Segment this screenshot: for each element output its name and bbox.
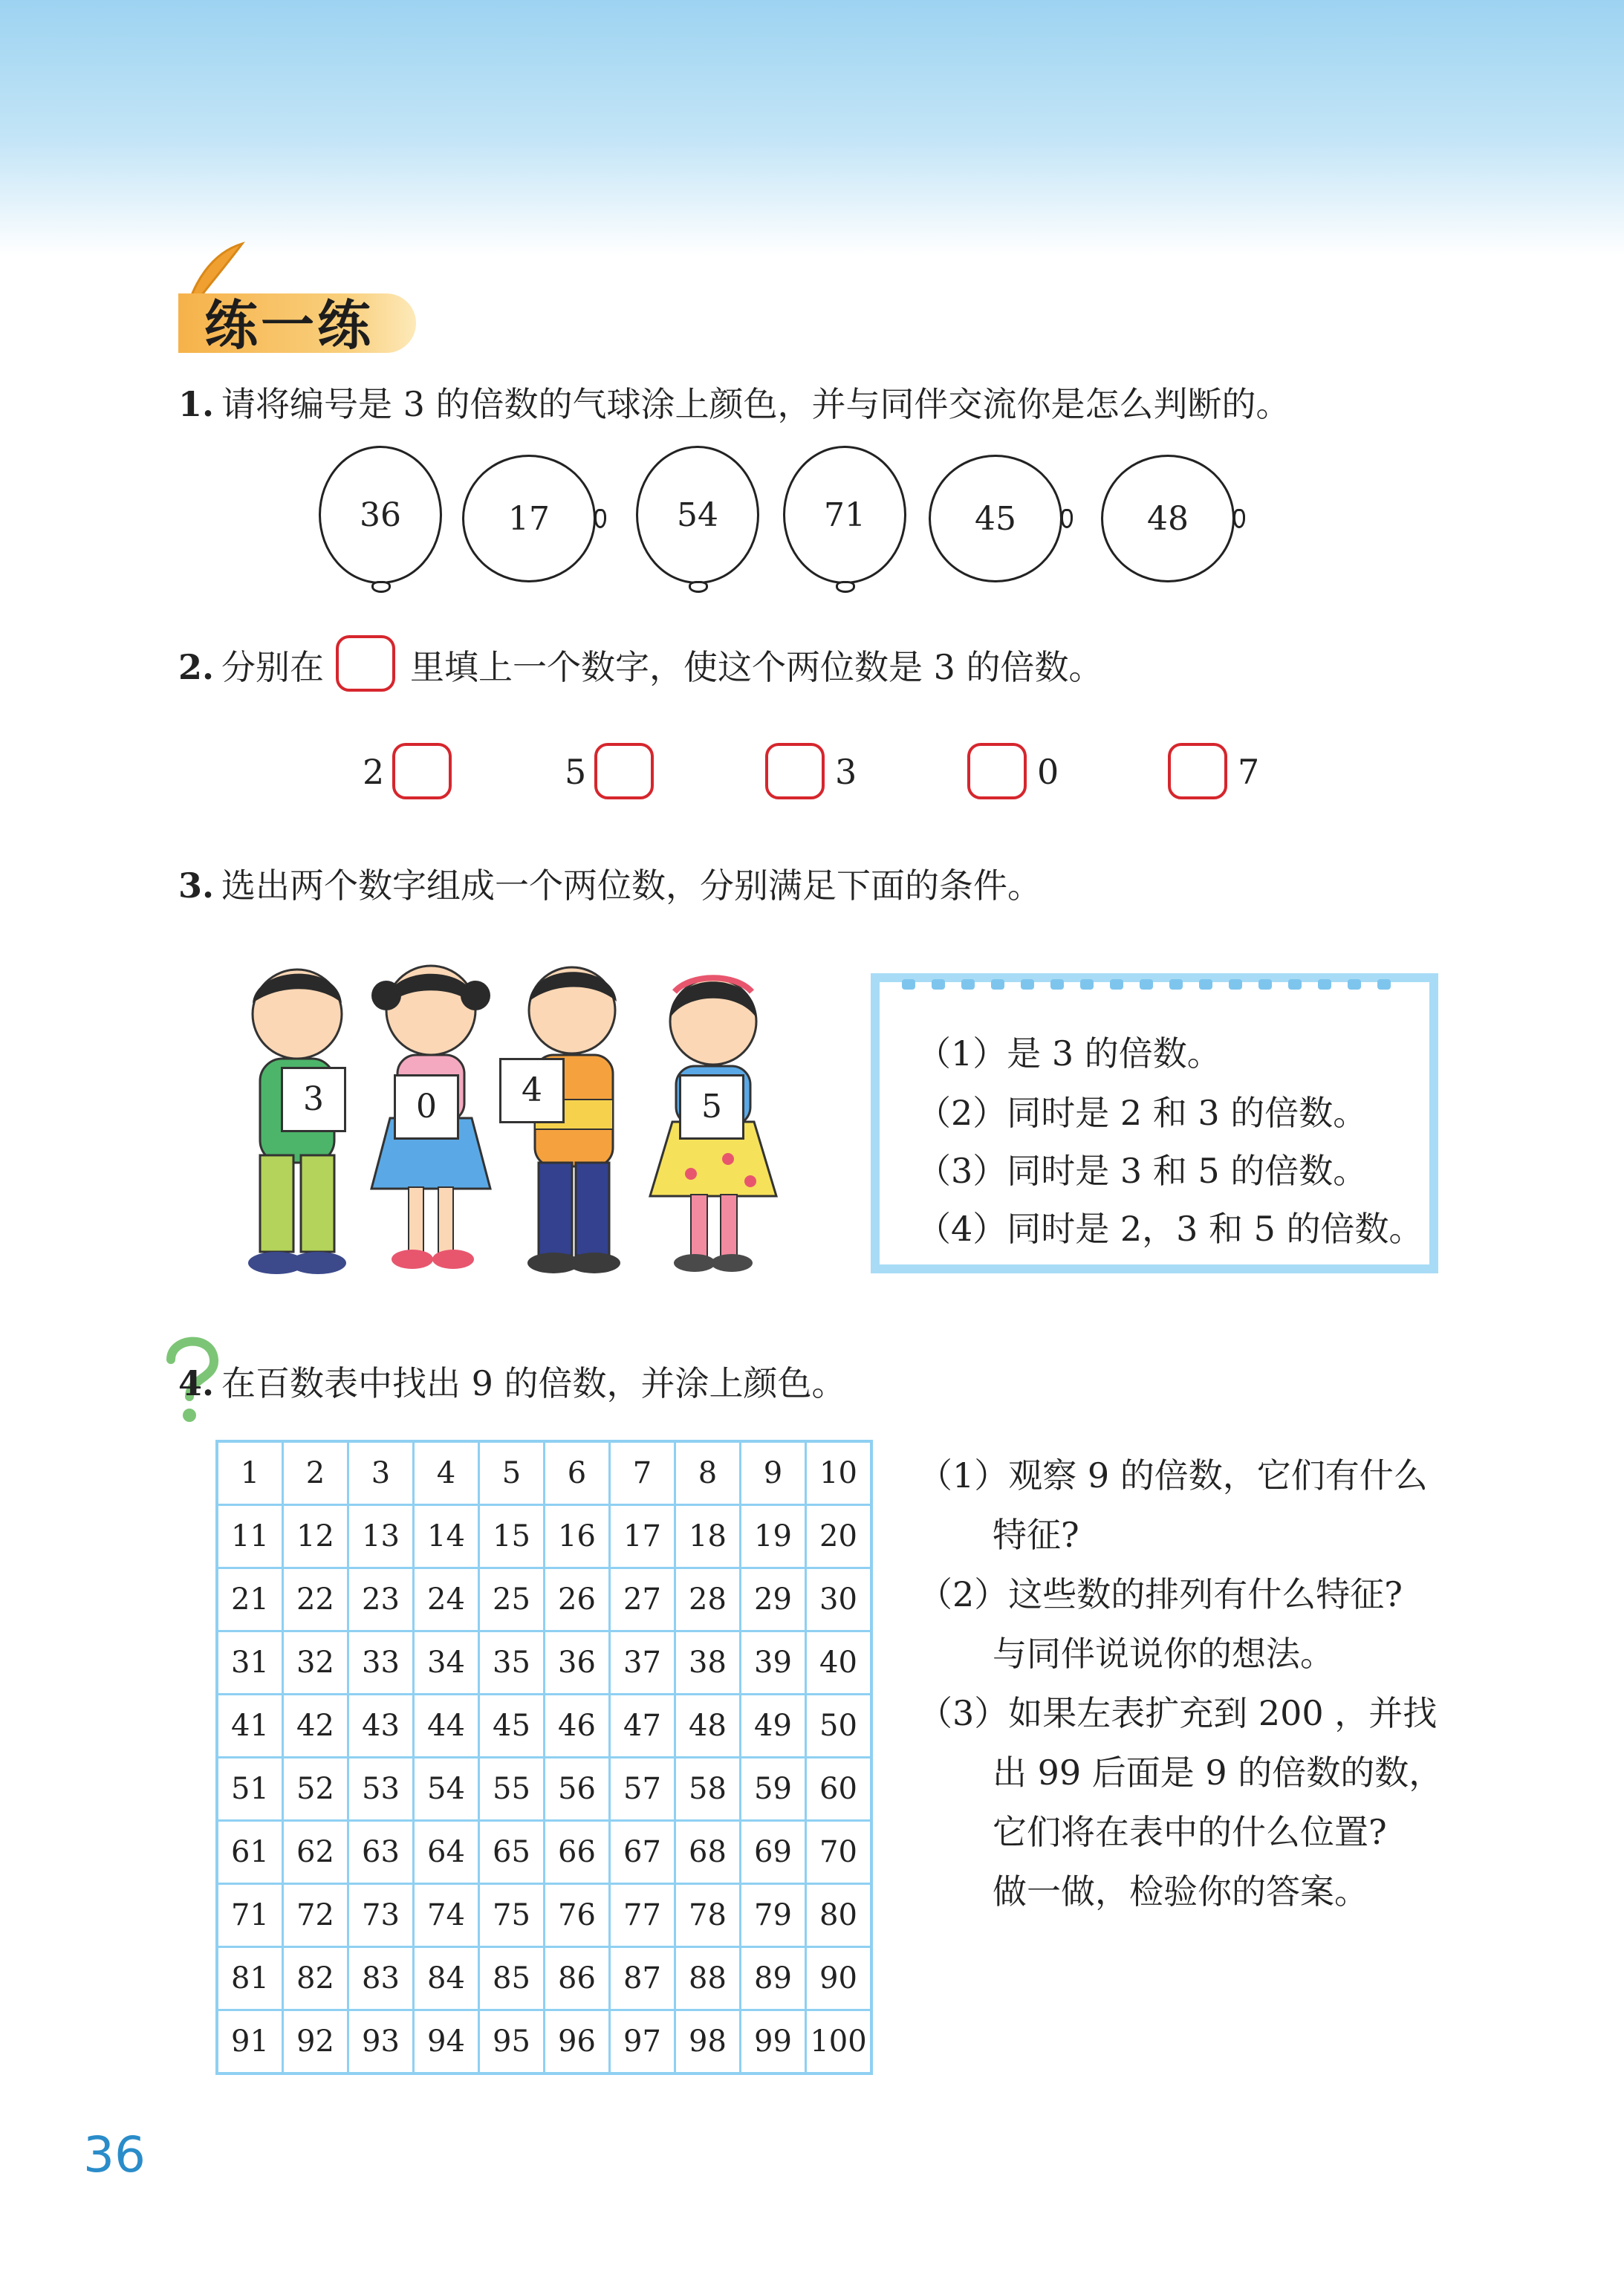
table-cell[interactable]: 69 bbox=[741, 1821, 806, 1884]
table-cell[interactable]: 14 bbox=[414, 1505, 479, 1568]
table-cell[interactable]: 7 bbox=[610, 1441, 675, 1505]
prompt-line: 特征? bbox=[993, 1515, 1079, 1555]
balloon-number: 48 bbox=[1147, 500, 1189, 538]
table-cell[interactable]: 99 bbox=[741, 2010, 806, 2074]
number-card: 4 bbox=[499, 1058, 565, 1123]
table-cell[interactable]: 61 bbox=[217, 1821, 283, 1884]
table-cell[interactable]: 70 bbox=[806, 1821, 872, 1884]
table-cell[interactable]: 60 bbox=[806, 1758, 872, 1821]
table-cell[interactable]: 91 bbox=[217, 2010, 283, 2074]
balloon[interactable] bbox=[929, 455, 1062, 582]
table-cell[interactable]: 31 bbox=[217, 1631, 283, 1695]
answer-box[interactable] bbox=[1168, 743, 1227, 799]
table-cell[interactable]: 22 bbox=[283, 1568, 348, 1631]
table-cell[interactable]: 87 bbox=[610, 1947, 675, 2010]
question-3 bbox=[178, 859, 1042, 908]
question-3-number: 3. bbox=[178, 866, 215, 906]
question-1-number: 1. bbox=[178, 384, 215, 424]
table-cell[interactable]: 100 bbox=[806, 2010, 872, 2074]
table-cell[interactable]: 98 bbox=[675, 2010, 741, 2074]
table-cell[interactable]: 5 bbox=[479, 1441, 545, 1505]
condition-4: （4）同时是 2，3 和 5 的倍数。 bbox=[917, 1209, 1423, 1249]
balloon-number: 17 bbox=[508, 500, 550, 538]
sample-answer-box bbox=[336, 635, 395, 692]
table-cell[interactable]: 13 bbox=[348, 1505, 414, 1568]
condition-3: （3）同时是 3 和 5 的倍数。 bbox=[917, 1151, 1368, 1191]
balloon-number: 71 bbox=[824, 496, 865, 534]
balloon-number: 54 bbox=[677, 496, 718, 534]
table-cell[interactable]: 78 bbox=[675, 1884, 741, 1947]
prompt-line: 出 99 后面是 9 的倍数的数， bbox=[993, 1753, 1443, 1793]
table-cell[interactable]: 73 bbox=[348, 1884, 414, 1947]
table-cell[interactable]: 90 bbox=[806, 1947, 872, 2010]
balloon-knot bbox=[689, 581, 708, 593]
table-cell[interactable]: 44 bbox=[414, 1695, 479, 1758]
question-3-text: 选出两个数字组成一个两位数，分别满足下面的条件。 bbox=[221, 866, 1042, 906]
question-2-text-before: 分别在 bbox=[221, 647, 325, 687]
table-cell[interactable]: 47 bbox=[610, 1695, 675, 1758]
table-cell[interactable]: 72 bbox=[283, 1884, 348, 1947]
number-card: 3 bbox=[281, 1067, 346, 1132]
table-cell[interactable]: 23 bbox=[348, 1568, 414, 1631]
table-cell[interactable]: 67 bbox=[610, 1821, 675, 1884]
prompt-line: 与同伴说说你的想法。 bbox=[993, 1634, 1334, 1674]
table-cell[interactable]: 29 bbox=[741, 1568, 806, 1631]
table-cell[interactable]: 92 bbox=[283, 2010, 348, 2074]
balloon-knot bbox=[1233, 509, 1245, 528]
question-2-number: 2. bbox=[178, 647, 215, 687]
question-1 bbox=[178, 377, 1290, 426]
table-cell[interactable]: 43 bbox=[348, 1695, 414, 1758]
table-cell[interactable]: 58 bbox=[675, 1758, 741, 1821]
table-cell[interactable]: 74 bbox=[414, 1884, 479, 1947]
table-cell[interactable]: 30 bbox=[806, 1568, 872, 1631]
table-cell[interactable]: 12 bbox=[283, 1505, 348, 1568]
balloon[interactable] bbox=[636, 446, 759, 584]
question-4-number: 4. bbox=[178, 1363, 215, 1403]
table-cell[interactable]: 94 bbox=[414, 2010, 479, 2074]
table-cell[interactable]: 24 bbox=[414, 1568, 479, 1631]
table-cell[interactable]: 36 bbox=[545, 1631, 610, 1695]
fill-digit: 2 bbox=[363, 752, 385, 792]
table-cell[interactable]: 68 bbox=[675, 1821, 741, 1884]
table-cell[interactable]: 77 bbox=[610, 1884, 675, 1947]
prompt-line: （3）如果左表扩充到 200 ，并找 bbox=[918, 1693, 1438, 1733]
table-cell[interactable]: 16 bbox=[545, 1505, 610, 1568]
page-number: 36 bbox=[83, 2126, 146, 2183]
table-cell[interactable]: 32 bbox=[283, 1631, 348, 1695]
table-row bbox=[217, 1505, 871, 1568]
table-cell[interactable]: 55 bbox=[479, 1758, 545, 1821]
table-row bbox=[217, 1884, 871, 1947]
table-cell[interactable]: 6 bbox=[545, 1441, 610, 1505]
table-cell[interactable]: 56 bbox=[545, 1758, 610, 1821]
fill-digit: 7 bbox=[1238, 752, 1260, 792]
table-cell[interactable]: 46 bbox=[545, 1695, 610, 1758]
table-cell[interactable]: 84 bbox=[414, 1947, 479, 2010]
fill-digit: 0 bbox=[1037, 752, 1059, 792]
balloon-knot bbox=[836, 581, 855, 593]
conditions-note bbox=[871, 973, 1438, 1273]
answer-box[interactable] bbox=[765, 743, 825, 799]
table-cell[interactable]: 45 bbox=[479, 1695, 545, 1758]
table-cell[interactable]: 8 bbox=[675, 1441, 741, 1505]
table-row bbox=[217, 2010, 871, 2074]
section-title: 练一练 bbox=[204, 294, 374, 357]
table-cell[interactable]: 18 bbox=[675, 1505, 741, 1568]
table-cell[interactable]: 50 bbox=[806, 1695, 872, 1758]
table-cell[interactable]: 76 bbox=[545, 1884, 610, 1947]
table-cell[interactable]: 95 bbox=[479, 2010, 545, 2074]
top-gradient-band bbox=[0, 0, 1624, 256]
table-cell[interactable]: 15 bbox=[479, 1505, 545, 1568]
table-cell[interactable]: 37 bbox=[610, 1631, 675, 1695]
table-cell[interactable]: 51 bbox=[217, 1758, 283, 1821]
table-cell[interactable]: 93 bbox=[348, 2010, 414, 2074]
table-cell[interactable]: 89 bbox=[741, 1947, 806, 2010]
table-row bbox=[217, 1758, 871, 1821]
table-cell[interactable]: 88 bbox=[675, 1947, 741, 2010]
hundred-table bbox=[215, 1440, 873, 2075]
prompt-line: （2）这些数的排列有什么特征? bbox=[918, 1574, 1403, 1614]
answer-box[interactable] bbox=[594, 743, 654, 799]
table-cell[interactable]: 82 bbox=[283, 1947, 348, 2010]
table-row bbox=[217, 1821, 871, 1884]
table-cell[interactable]: 26 bbox=[545, 1568, 610, 1631]
balloon-knot bbox=[594, 509, 606, 528]
table-cell[interactable]: 35 bbox=[479, 1631, 545, 1695]
table-cell[interactable]: 4 bbox=[414, 1441, 479, 1505]
table-cell[interactable]: 62 bbox=[283, 1821, 348, 1884]
table-cell[interactable]: 57 bbox=[610, 1758, 675, 1821]
table-cell[interactable]: 27 bbox=[610, 1568, 675, 1631]
table-cell[interactable]: 34 bbox=[414, 1631, 479, 1695]
balloon-knot bbox=[371, 581, 391, 593]
table-cell[interactable]: 21 bbox=[217, 1568, 283, 1631]
table-cell[interactable]: 42 bbox=[283, 1695, 348, 1758]
table-cell[interactable]: 9 bbox=[741, 1441, 806, 1505]
table-row bbox=[217, 1947, 871, 2010]
table-cell[interactable]: 11 bbox=[217, 1505, 283, 1568]
table-cell[interactable]: 75 bbox=[479, 1884, 545, 1947]
question-4 bbox=[178, 1357, 846, 1406]
condition-1: （1）是 3 的倍数。 bbox=[917, 1033, 1221, 1074]
table-cell[interactable]: 53 bbox=[348, 1758, 414, 1821]
table-cell[interactable]: 54 bbox=[414, 1758, 479, 1821]
table-cell[interactable]: 66 bbox=[545, 1821, 610, 1884]
table-cell[interactable]: 59 bbox=[741, 1758, 806, 1821]
table-cell[interactable]: 83 bbox=[348, 1947, 414, 2010]
balloon[interactable] bbox=[783, 446, 906, 584]
table-cell[interactable]: 49 bbox=[741, 1695, 806, 1758]
table-cell[interactable]: 79 bbox=[741, 1884, 806, 1947]
table-cell[interactable]: 38 bbox=[675, 1631, 741, 1695]
table-cell[interactable]: 19 bbox=[741, 1505, 806, 1568]
table-cell[interactable]: 40 bbox=[806, 1631, 872, 1695]
balloon-knot bbox=[1061, 509, 1073, 528]
number-card: 5 bbox=[679, 1074, 744, 1140]
table-cell[interactable]: 52 bbox=[283, 1758, 348, 1821]
table-cell[interactable]: 17 bbox=[610, 1505, 675, 1568]
note-binding bbox=[902, 975, 1422, 997]
table-cell[interactable]: 33 bbox=[348, 1631, 414, 1695]
number-card: 0 bbox=[394, 1074, 459, 1140]
prompt-line: （1）观察 9 的倍数，它们有什么 bbox=[918, 1455, 1428, 1496]
table-row bbox=[217, 1695, 871, 1758]
balloon[interactable] bbox=[1101, 455, 1235, 582]
table-cell[interactable]: 48 bbox=[675, 1695, 741, 1758]
table-cell[interactable]: 25 bbox=[479, 1568, 545, 1631]
question-4-text: 在百数表中找出 9 的倍数，并涂上颜色。 bbox=[221, 1363, 846, 1403]
fill-digit: 5 bbox=[565, 752, 587, 792]
balloon[interactable] bbox=[462, 455, 596, 582]
balloon-number: 36 bbox=[360, 496, 401, 534]
table-cell[interactable]: 28 bbox=[675, 1568, 741, 1631]
table-cell[interactable]: 65 bbox=[479, 1821, 545, 1884]
table-cell[interactable]: 80 bbox=[806, 1884, 872, 1947]
answer-box[interactable] bbox=[392, 743, 452, 799]
table-cell[interactable]: 39 bbox=[741, 1631, 806, 1695]
table-row bbox=[217, 1568, 871, 1631]
table-row bbox=[217, 1631, 871, 1695]
question-2-text-after: 里填上一个数字，使这个两位数是 3 的倍数。 bbox=[410, 647, 1103, 687]
table-cell[interactable]: 64 bbox=[414, 1821, 479, 1884]
table-row bbox=[217, 1441, 871, 1505]
table-cell[interactable]: 97 bbox=[610, 2010, 675, 2074]
fill-digit: 3 bbox=[835, 752, 857, 792]
table-cell[interactable]: 81 bbox=[217, 1947, 283, 2010]
balloon-number: 45 bbox=[975, 500, 1016, 538]
table-cell[interactable]: 1 bbox=[217, 1441, 283, 1505]
table-cell[interactable]: 10 bbox=[806, 1441, 872, 1505]
table-cell[interactable]: 41 bbox=[217, 1695, 283, 1758]
table-cell[interactable]: 85 bbox=[479, 1947, 545, 2010]
table-cell[interactable]: 3 bbox=[348, 1441, 414, 1505]
condition-2: （2）同时是 2 和 3 的倍数。 bbox=[917, 1093, 1368, 1133]
prompt-line: 做一做，检验你的答案。 bbox=[993, 1871, 1368, 1912]
table-cell[interactable]: 71 bbox=[217, 1884, 283, 1947]
prompt-line: 它们将在表中的什么位置? bbox=[993, 1812, 1387, 1852]
question-1-text: 请将编号是 3 的倍数的气球涂上颜色，并与同伴交流你是怎么判断的。 bbox=[221, 384, 1290, 424]
table-cell[interactable]: 63 bbox=[348, 1821, 414, 1884]
question-2-lead bbox=[178, 640, 324, 689]
balloon[interactable] bbox=[319, 446, 442, 584]
table-cell[interactable]: 20 bbox=[806, 1505, 872, 1568]
table-cell[interactable]: 2 bbox=[283, 1441, 348, 1505]
table-cell[interactable]: 96 bbox=[545, 2010, 610, 2074]
answer-box[interactable] bbox=[967, 743, 1027, 799]
table-cell[interactable]: 86 bbox=[545, 1947, 610, 2010]
